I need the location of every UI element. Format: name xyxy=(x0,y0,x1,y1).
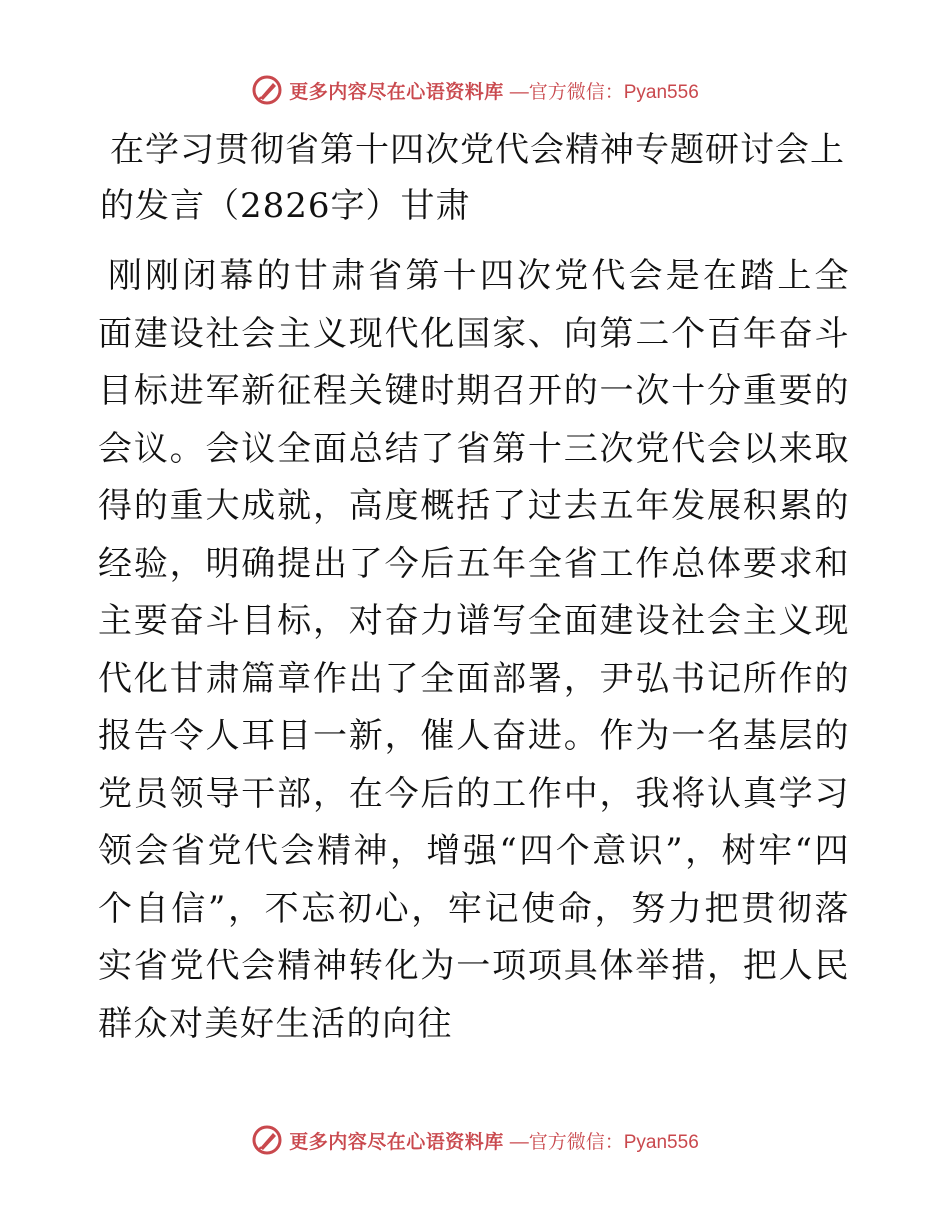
footer-promo-text: 更多内容尽在心语资料库 xyxy=(289,1130,504,1153)
document-title: 在学习贯彻省第十四次党代会精神专题研讨会上的发言（2826字）甘肃 xyxy=(100,130,845,226)
header-wechat-text: —官方微信：Pyan556 xyxy=(509,81,699,103)
footer-banner xyxy=(0,1120,950,1160)
quill-pen-logo-icon xyxy=(251,74,283,106)
header-banner xyxy=(0,70,950,110)
document-paragraph: 刚刚闭幕的甘肃省第十四次党代会是在踏上全面建设社会主义现代化国家、向第二个百年奋斗目标进军新征程关键时期召开的一次十分重要的会议。会议全面总结了省第十三次党代会以来取得的重大成就，高度概括了过去五年发展积累的经验，明确提出了今后五年全省工作总体要求和主要奋斗目标，对奋力谱写全面建设社会主义现代化甘肃篇章作出了全面部署，尹弘书记所作的报告令人耳目一新，催人奋进。作为一名基层的党员领导干部，在今后的工作中，我将认真学习领会省党代会精神，增强“四个意识”，树牢“四个自信”，不忘初心，牢记使命，努力把贯彻落实省党代会精神转化为一项项具体举措，把人民群众对美好生活的向往 xyxy=(98,256,850,1044)
footer-wechat-text: —官方微信：Pyan556 xyxy=(509,1131,699,1153)
quill-pen-logo-icon xyxy=(251,1124,283,1156)
header-promo-text: 更多内容尽在心语资料库 xyxy=(289,80,504,103)
